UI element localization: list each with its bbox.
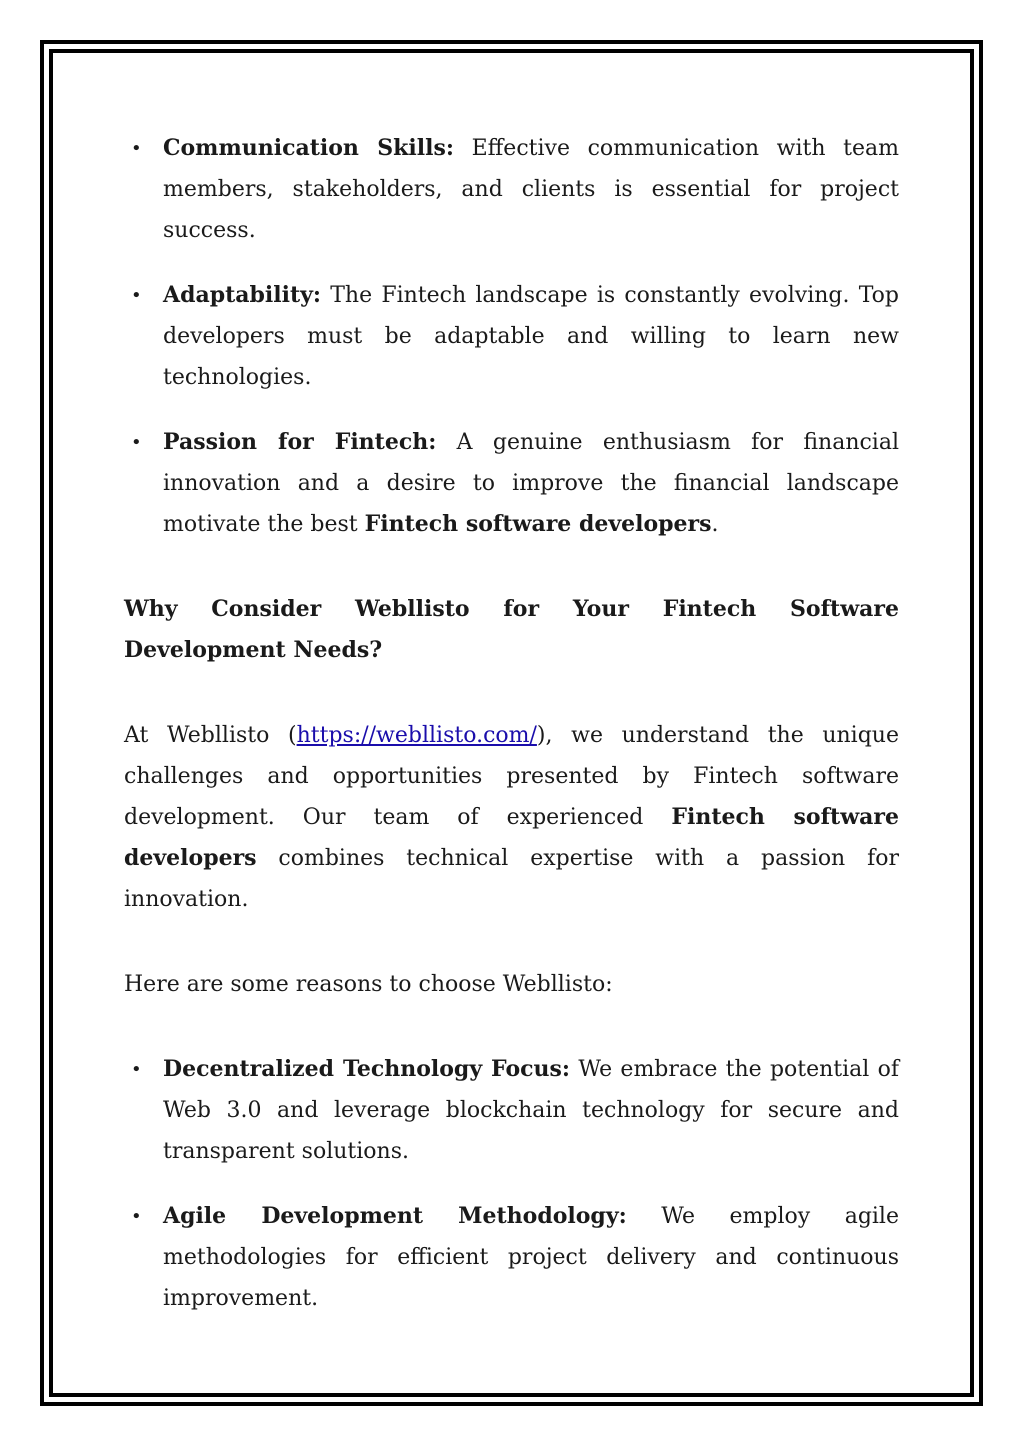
skills-list — [124, 128, 899, 545]
bullet-icon: • — [131, 1059, 142, 1080]
list-item-decentralized — [124, 1049, 899, 1172]
section-heading: Why Consider Webllisto for Your Fintech Software Development Needs? — [124, 596, 899, 663]
item-text: Effective communication with team members, stakeholders, and clients is essential for project success. — [163, 136, 900, 243]
item-title: Passion for Fintech: — [163, 429, 437, 455]
list-item-communication — [124, 128, 899, 251]
item-text: The Fintech landscape is constantly evolving. Top developers must be adaptable and willing to learn new technologies. — [163, 283, 899, 390]
list-item-passion — [124, 422, 899, 545]
document-content — [124, 128, 899, 1343]
item-end: . — [711, 512, 719, 537]
intro-part3: combines technical expertise with a passion for innovation. — [124, 846, 899, 912]
item-text: A genuine enthusiasm for financial innovation and a desire to improve the financial landscape motivate the best — [163, 430, 899, 537]
intro-part1: At Webllisto ( — [124, 723, 297, 748]
intro-bold: Fintech software developers — [124, 804, 899, 871]
intro-part2: ), we understand the unique challenges and opportunities presented by Fintech software development. Our team of experienced — [124, 723, 899, 830]
reasons-paragraph: Here are some reasons to choose Webllisto: — [124, 972, 613, 997]
intro-paragraph — [124, 715, 899, 920]
item-title: Decentralized Technology Focus: — [163, 1056, 571, 1082]
webllisto-link[interactable]: https://webllisto.com/ — [296, 723, 537, 748]
bullet-icon: • — [131, 285, 142, 306]
item-title: Communication Skills: — [163, 135, 454, 161]
item-text: We employ agile methodologies for efficient project delivery and continuous improvement. — [163, 1204, 899, 1311]
bullet-icon: • — [131, 138, 142, 159]
item-title: Adaptability: — [163, 282, 322, 308]
item-bold-tail: Fintech software developers — [364, 511, 712, 537]
item-title: Agile Development Methodology: — [163, 1203, 627, 1229]
bullet-icon: • — [131, 432, 142, 453]
list-item-adaptability — [124, 275, 899, 398]
list-item-agile — [124, 1196, 899, 1319]
reasons-list — [124, 1049, 899, 1319]
item-text: We embrace the potential of Web 3.0 and leverage blockchain technology for secure and transparent solutions. — [163, 1057, 899, 1164]
bullet-icon: • — [131, 1206, 142, 1227]
